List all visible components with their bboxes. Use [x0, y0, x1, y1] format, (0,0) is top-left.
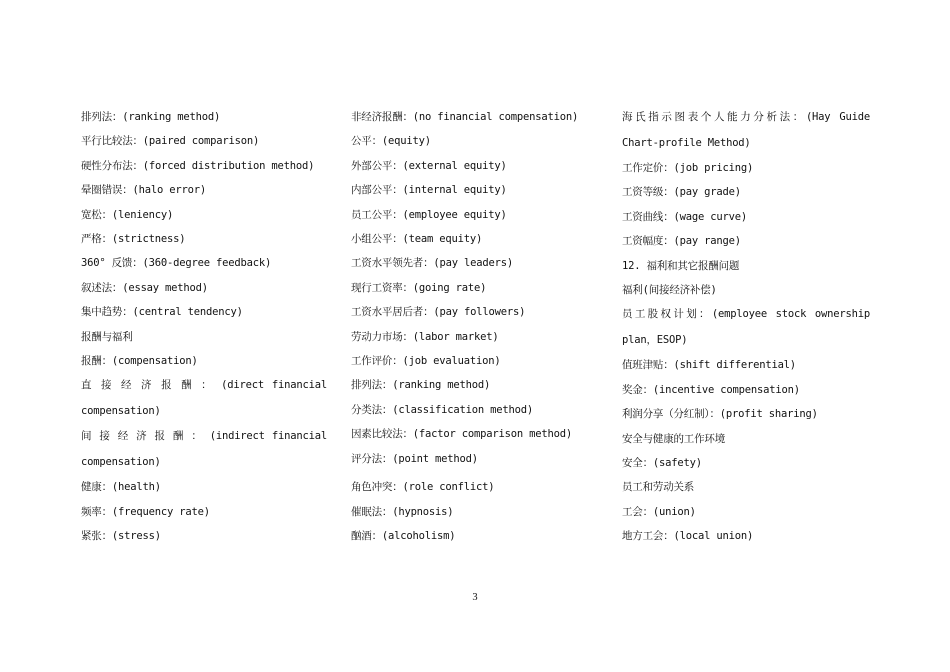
term-entry: 宽松：(leniency) [81, 208, 174, 221]
term-entry: 非经济报酬：(no financial compensation) [351, 111, 579, 123]
term-entry: 酗酒：(alcoholism) [351, 529, 456, 542]
term-entry: 工作定价：(job pricing) [622, 162, 754, 174]
term-entry: 劳动力市场：(labor market) [351, 330, 499, 343]
term-entry: 评分法：(point method) [351, 452, 478, 465]
term-entry: 健康：(health) [81, 481, 161, 494]
column-3 [622, 105, 870, 549]
term-entry: 小组公平：(team equity) [351, 233, 483, 246]
term-entry: 工资幅度：(pay range) [622, 235, 741, 248]
term-entry: 工资水平领先者：(pay leaders) [351, 257, 513, 270]
term-entry: 因素比较法：(factor comparison method) [351, 428, 572, 441]
term-entry: 现行工资率：(going rate) [351, 281, 487, 294]
term-entry: 工资曲线：(wage curve) [622, 210, 747, 223]
page-number: 3 [472, 592, 478, 603]
term-entry: 报酬：(compensation) [81, 355, 198, 368]
term-entry: 催眠法：(hypnosis) [351, 505, 454, 518]
term-entry: 外部公平：(external equity) [351, 159, 507, 172]
term-entry: 安全：(safety) [622, 457, 702, 470]
term-entry: 角色冲突：(role conflict) [351, 481, 495, 494]
term-entry: 奖金：(incentive compensation) [622, 383, 800, 396]
term-entry: 工资等级：(pay grade) [622, 186, 741, 199]
section-heading: 员工和劳动关系 [622, 481, 695, 494]
term-entry: 集中趋势：(central tendency) [81, 306, 243, 319]
term-entry: 硬性分布法：(forced distribution method) [81, 159, 315, 172]
term-entry: 间 接 经 济 报 酬 ： (indirect financial compensation) [81, 430, 327, 468]
term-entry: 员工公平：(employee equity) [351, 208, 507, 221]
term-entry: 紧张：(stress) [81, 530, 161, 543]
term-entry: 排列法：(ranking method) [81, 111, 221, 123]
column-2 [351, 105, 596, 548]
section-heading: 12. 福利和其它报酬问题 [622, 259, 740, 272]
term-entry: 频率：(frequency rate) [81, 505, 210, 518]
term-entry: 叙述法：(essay method) [81, 281, 208, 294]
term-entry: 海氏指示图表个人能力分析法：(Hay Guide Chart-profile Method) [622, 111, 870, 149]
section-heading: 报酬与福利 [81, 330, 133, 343]
term-entry: 工会：(union) [622, 505, 696, 518]
term-entry: 360° 反馈：(360-degree feedback) [81, 257, 272, 270]
term-entry: 严格：(strictness) [81, 233, 186, 246]
term-entry: 员工股权计划：(employee stock ownership plan，ESOP) [622, 308, 870, 346]
term-entry: 工作评价：(job evaluation) [351, 355, 501, 368]
term-entry: 工资水平居后者：(pay followers) [351, 306, 526, 319]
term-entry: 公平：(equity) [351, 135, 431, 148]
term-entry: 值班津贴：(shift differential) [622, 359, 796, 372]
column-1 [81, 105, 327, 549]
term-entry: 内部公平：(internal equity) [351, 184, 507, 197]
term-entry: 平行比较法：(paired comparison) [81, 135, 260, 148]
term-entry: 地方工会：(local union) [622, 530, 754, 543]
section-heading: 福利(间接经济补偿) [622, 284, 717, 297]
term-entry: 晕圈错误：(halo error) [81, 184, 206, 197]
term-entry: 排列法：(ranking method) [351, 379, 491, 392]
term-entry: 直 接 经 济 报 酬 ： (direct financial compensation) [81, 379, 327, 417]
section-heading: 安全与健康的工作环境 [622, 432, 725, 445]
term-entry: 分类法：(classification method) [351, 403, 533, 416]
term-entry: 利润分享（分红制）：(profit sharing) [622, 408, 818, 421]
